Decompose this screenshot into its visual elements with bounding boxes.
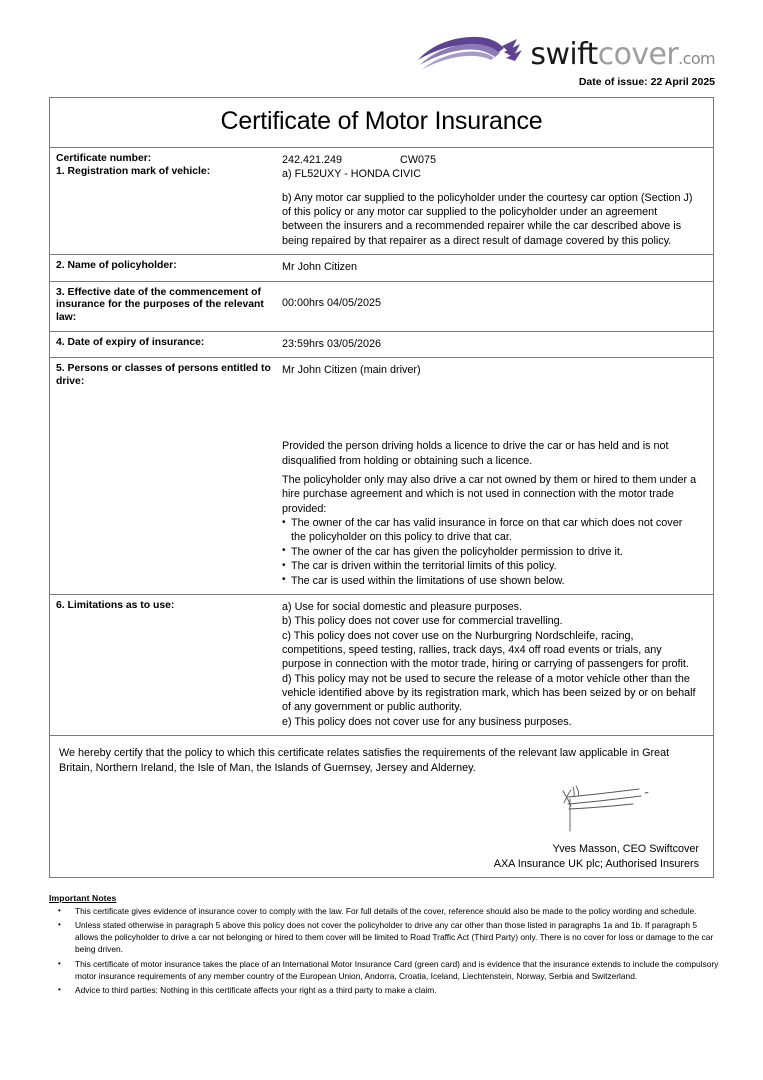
note-bullet-icon: •: [58, 920, 61, 930]
note-text: Advice to third parties: Nothing in this certificate affects your right as a third party to make a claim.: [75, 985, 437, 996]
signatory-company: AXA Insurance UK plc; Authorised Insurers: [493, 857, 699, 870]
page-header: [0, 0, 763, 96]
registration-labels: [50, 148, 282, 254]
expiry-date-value: 23:59hrs 03/05/2026: [282, 337, 382, 350]
limitation-d: d) This policy may not be used to secure the release of a motor vehicle other than the vehicle identified above by its registration mark, which has been seized by or on behalf of any government or public authority.: [282, 672, 696, 714]
courtesy-car-clause: b) Any motor car supplied to the policyholder under the courtesy car option (Section J) of this policy or any motor car supplied to the policyholder under an agreement between the insurers and a recommended repairer while the car described above is being repaired by that repairer as a direct result of damage covered by this policy.: [282, 191, 693, 247]
vehicle-registration-value: a) FL52UXY - HONDA CIVIC: [282, 168, 421, 181]
swiftcover-logo: [416, 33, 715, 75]
certificate-title-row: [50, 98, 713, 148]
row-persons-entitled: [50, 358, 713, 595]
certificate-number-line: [282, 153, 699, 167]
note-bullet-icon: •: [58, 985, 61, 995]
signature-block: [50, 779, 713, 877]
note-text: This certificate of motor insurance takes the place of an International Motor Insurance Card (green card) and is evidence that the insurance extends to include the compulsory motor insurance requirements of any member country of the European Union, Andorra, Croatia, Iceland, Liechtenstein, Norway, Serbia and Switzerland.: [75, 958, 719, 981]
effective-date-value: 00:00hrs 04/05/2025: [282, 296, 382, 309]
list-item: • The owner of the car has valid insurance in force on that car which does not cover the policyholder on this policy to drive that car.: [282, 516, 699, 545]
policyholder-name-value: Mr John Citizen: [282, 261, 358, 274]
list-item: [49, 959, 721, 983]
logo-wordmark: [530, 37, 715, 72]
limitation-a: a) Use for social domestic and pleasure purposes.: [282, 600, 523, 613]
page-title: Certificate of Motor Insurance: [220, 107, 543, 135]
driving-conditions-list: [282, 516, 699, 588]
list-item: [49, 906, 721, 918]
important-notes-title: Important Notes: [49, 893, 117, 903]
list-item: [49, 985, 721, 997]
logo-text-swift: swift: [530, 37, 598, 72]
swoosh-wave-icon: [416, 34, 528, 74]
logo-text-dotcom: .com: [678, 49, 715, 68]
row-policyholder: [50, 255, 713, 281]
limitations-values: [282, 595, 713, 735]
persons-entitled-values: [282, 358, 713, 594]
note-text: This certificate gives evidence of insurance cover to comply with the law. For full details of the cover, reference should also be made to the policy wording and schedule.: [75, 906, 697, 916]
section-5-label: 5. Persons or classes of persons entitled to drive:: [56, 362, 271, 387]
limitation-c: c) This policy does not cover use on the Nurburgring Nordschleife, racing, competitions, speed testing, rallies, track days, 4x4 off road events or trials, any purpose in connection with the motor trade, hiring or carrying of passengers for profit.: [282, 629, 689, 671]
note-bullet-icon: •: [58, 958, 61, 968]
section-2-label: 2. Name of policyholder:: [56, 260, 177, 272]
certificate-number-label: Certificate number:: [56, 153, 152, 164]
list-item: • The car is used within the limitations of use shown below.: [282, 574, 699, 588]
registration-values: [282, 148, 713, 254]
signatory-name: Yves Masson, CEO Swiftcover: [552, 843, 699, 856]
driving-proviso-other-car: The policyholder only may also drive a car not owned by them or hired to them under a hire purchase agreement and which is not used in connection with the motor trade provided:: [282, 474, 697, 515]
list-item: [49, 920, 721, 956]
list-item: • The car is driven within the territorial limits of this policy.: [282, 559, 699, 573]
logo-text-cover: cover: [597, 37, 679, 72]
note-bullet-icon: •: [58, 906, 61, 915]
row-expiry-date: [50, 332, 713, 358]
date-of-issue: Date of issue: 22 April 2025: [578, 76, 715, 88]
certificate-table: [49, 97, 714, 878]
section-3-label: 3. Effective date of the commencement of insurance for the purposes of the relevant law:: [56, 286, 264, 323]
main-driver-value: Mr John Citizen (main driver): [282, 363, 421, 376]
section-6-label: 6. Limitations as to use:: [56, 599, 175, 611]
important-notes-section: [49, 893, 721, 999]
handwritten-signature-icon: [555, 783, 651, 833]
section-1-label: 1. Registration mark of vehicle:: [56, 165, 211, 177]
certificate-number-value: 242.421.249: [282, 154, 343, 166]
persons-spacer: [282, 377, 699, 439]
row-registration: [50, 148, 713, 255]
row-limitations: [50, 595, 713, 736]
certify-statement-row: [50, 736, 713, 779]
section-4-label: 4. Date of expiry of insurance:: [56, 336, 205, 348]
limitation-b: b) This policy does not cover use for commercial travelling.: [282, 615, 563, 628]
driving-proviso-licence: Provided the person driving holds a licence to drive the car or has held and is not disqualified from holding or obtaining such a licence.: [282, 440, 669, 467]
limitation-e: e) This policy does not cover use for any business purposes.: [282, 715, 572, 728]
list-item: • The owner of the car has given the policyholder permission to drive it.: [282, 545, 699, 559]
certificate-number-suffix: CW075: [400, 154, 437, 166]
note-text: Unless stated otherwise in paragraph 5 above this policy does not cover the policyholder to drive any car other than those listed in paragraphs 1a and 1b. If paragraph 5 allows the policyholder to drive a car not belonging or hired to them cover will be limited to Road Traffic Act (Third Party) only. There is no cover for loss or damage to the car being driven.: [75, 920, 714, 955]
certify-statement: We hereby certify that the policy to which this certificate relates satisfies the requirements of the relevant law applicable in Great Britain, Northern Ireland, the Isle of Man, the Islands of Guernsey, Jersey and Alderney.: [59, 747, 670, 774]
signatory-details: [494, 842, 699, 871]
row-effective-date: [50, 282, 713, 332]
